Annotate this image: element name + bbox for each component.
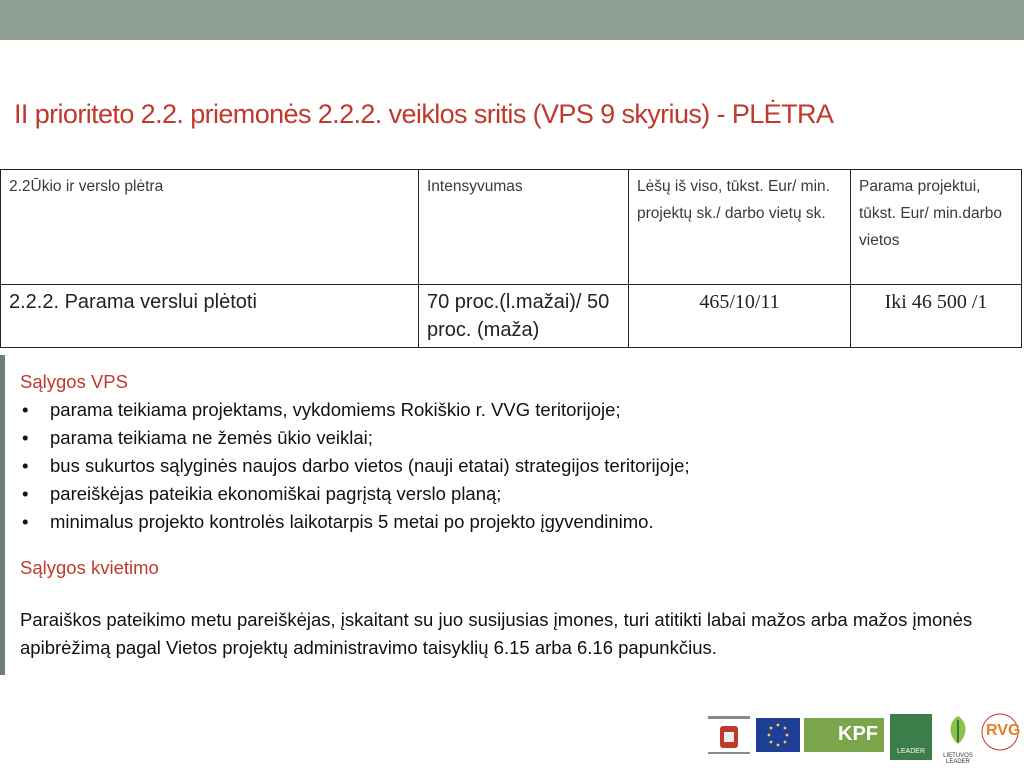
bullet-icon: •	[22, 483, 29, 504]
rvg-logo: RVG	[980, 712, 1020, 762]
bullet-icon: •	[22, 455, 29, 476]
slide-title: II prioriteto 2.2. priemonės 2.2.2. veiklos sritis (VPS 9 skyrius) - PLĖTRA	[14, 99, 834, 129]
table-row	[1, 285, 1022, 348]
bullet-icon: •	[22, 399, 29, 420]
list-item: • bus sukurtos sąlyginės naujos darbo vietos (nauji etatai) strategijos teritorijoje;	[20, 452, 1010, 480]
eu-flag-logo	[756, 718, 800, 752]
bullet-icon: •	[22, 511, 29, 532]
table-header-row	[1, 170, 1022, 285]
call-conditions-paragraph: Paraiškos pateikimo metu pareiškėjas, įskaitant su juo susijusias įmones, turi atitikti labai mažos arba mažos įmonės apibrėžimą pagal Vietos projektų administravimo taisyklių 6.15 arba 6.16 papunkčius.	[20, 609, 973, 658]
row-cell-funds: 465/10/11	[629, 285, 851, 348]
logo-strip	[700, 712, 1020, 766]
call-conditions-heading: Sąlygos kvietimo	[20, 557, 159, 578]
lietuvos-leader-logo: LIETUVOS LEADER	[938, 712, 978, 762]
conditions-section	[20, 368, 1010, 662]
header-cell-measure: 2.2Ūkio ir verslo plėtra	[1, 170, 419, 285]
header-cell-support: Parama projektui, tūkst. Eur/ min.darbo vietos	[851, 170, 1022, 285]
list-item: • parama teikiama ne žemės ūkio veiklai;	[20, 424, 1010, 452]
row-cell-intensity: 70 proc.(l.mažai)/ 50 proc. (maža)	[419, 285, 629, 348]
bullet-icon: •	[22, 427, 29, 448]
list-item: • minimalus projekto kontrolės laikotarpis 5 metai po projekto įgyvendinimo.	[20, 508, 1010, 536]
list-item: • pareiškėjas pateikia ekonomiškai pagrįstą verslo planą;	[20, 480, 1010, 508]
priority-table	[0, 169, 1022, 348]
vps-conditions-list	[20, 396, 1010, 536]
side-accent-bar	[0, 355, 5, 675]
leaf-icon	[938, 712, 978, 748]
kpf-logo: KPF	[804, 718, 884, 752]
header-cell-intensity: Intensyvumas	[419, 170, 629, 285]
leader-logo: LEADER	[890, 714, 932, 760]
ministry-crest-logo	[700, 712, 758, 762]
vps-conditions-heading: Sąlygos VPS	[20, 371, 128, 392]
row-cell-support: Iki 46 500 /1	[851, 285, 1022, 348]
list-item: • parama teikiama projektams, vykdomiems Rokiškio r. VVG teritorijoje;	[20, 396, 1010, 424]
top-bar	[0, 0, 1024, 40]
row-cell-measure: 2.2.2. Parama verslui plėtoti	[1, 285, 419, 348]
header-cell-funds: Lėšų iš viso, tūkst. Eur/ min. projektų sk./ darbo vietų sk.	[629, 170, 851, 285]
